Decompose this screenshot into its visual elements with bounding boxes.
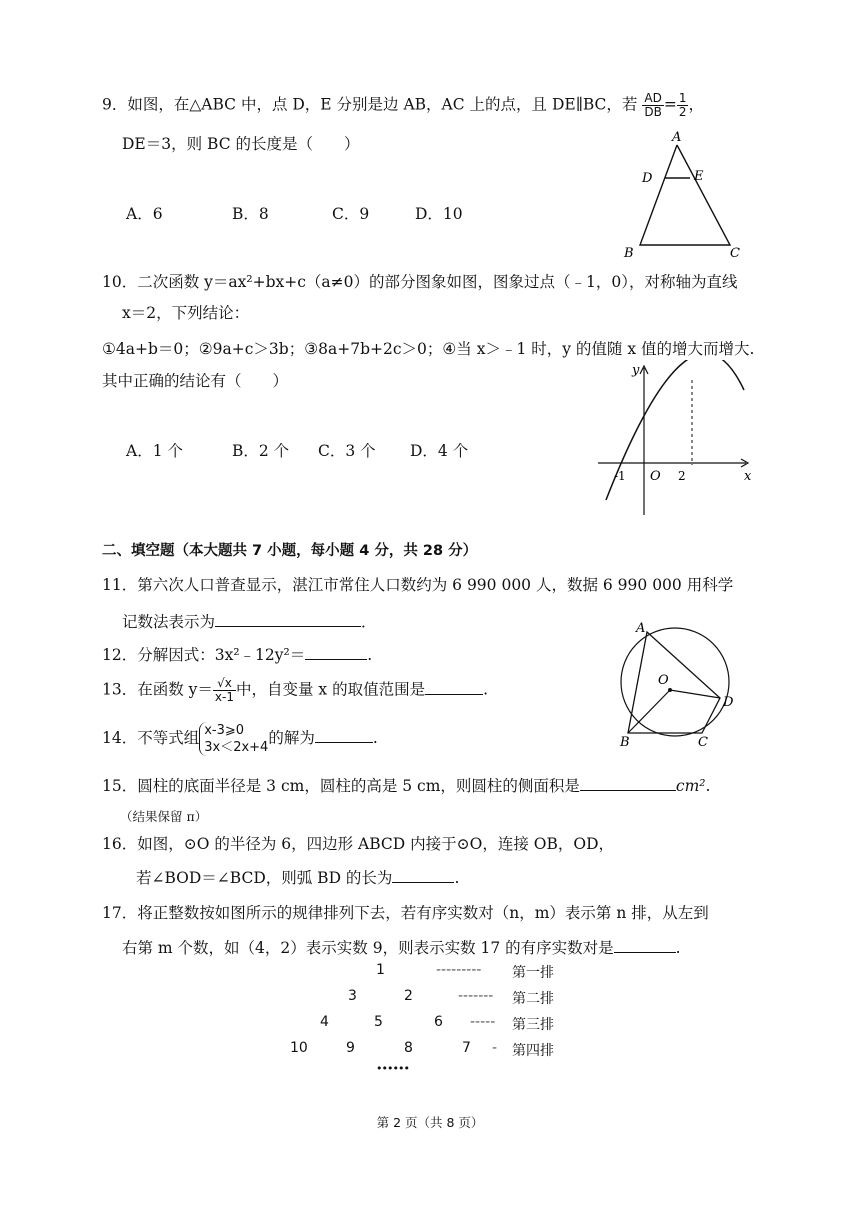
q12-answer-blank[interactable]	[305, 643, 367, 660]
q13-answer-blank[interactable]	[425, 678, 483, 695]
q10-option-d: D．4 个	[410, 442, 469, 460]
q17-row-4-num-1: 10	[290, 1040, 308, 1056]
q15-note: （结果保留 π）	[120, 809, 208, 824]
q10-line2: x＝2，下列结论：	[122, 304, 250, 322]
section-title-fill-in: 二、填空题（本大题共 7 小题，每小题 4 分，共 28 分）	[102, 543, 478, 559]
q10-line1: 10．二次函数 y＝ax²+bx+c（a≠0）的部分图象如图，图象过点（﹣1，0），对称轴为直线	[102, 273, 738, 291]
q17-row-1-label: 第一排	[512, 965, 554, 981]
q9-option-c: C．9	[332, 205, 370, 223]
q17-line2: 右第 m 个数，如（4，2）表示实数 9，则表示实数 17 的有序实数对是 .	[122, 936, 681, 959]
q11-line1: 11．第六次人口普查显示，湛江市常住人口数约为 6 990 000 人，数据 6 990 000 用科学	[102, 576, 734, 594]
q9-label-a: A	[672, 130, 682, 145]
q9-option-a: A．6	[126, 205, 163, 223]
q16-label-b: B	[620, 735, 630, 750]
q16-line1: 16．如图，⊙O 的半径为 6，四边形 ABCD 内接于⊙O，连接 OB，OD，	[102, 835, 615, 853]
q17-row-2-num-2: 2	[404, 988, 413, 1004]
q17-row-1-dashes: ---------	[436, 962, 482, 978]
q13-line: 13．在函数 y＝ $\frac{√x}{x-1}$ 中，自变量 x 的取值范围是 .	[102, 676, 489, 704]
q17-row-3-label: 第三排	[512, 1017, 554, 1033]
q17-row-3-num-3: 6	[434, 1014, 443, 1030]
q17-row-4-num-4: 7	[462, 1040, 471, 1056]
page-footer: 第 2 页（共 8 页）	[376, 1115, 484, 1130]
q10-label-y: y	[632, 363, 640, 378]
q16-label-d: D	[723, 695, 734, 710]
q10-label-neg1: -1	[614, 469, 626, 483]
q17-row-1-num-1: 1	[376, 962, 385, 978]
q16-label-c: C	[698, 735, 708, 750]
q14-answer-blank[interactable]	[315, 726, 373, 743]
q13-fraction: $\frac{√x}{x-1}$	[214, 676, 234, 704]
q9-line1: 9．如图，在△ABC 中，点 D，E 分别是边 AB，AC 上的点，且 DE∥BC，若 $\frac{AD}{DB}$ = $\frac{1}{2}$ ，	[102, 91, 704, 119]
q9-label-c: C	[730, 246, 740, 261]
q9-option-b: B．8	[232, 205, 269, 223]
q17-row-2-num-1: 3	[348, 988, 357, 1004]
q17-row-2-dashes: -------	[458, 988, 494, 1004]
q10-label-two: 2	[678, 469, 686, 483]
q10-option-a: A．1 个	[126, 442, 183, 460]
q17-answer-blank[interactable]	[614, 936, 676, 953]
q11-answer-blank[interactable]	[215, 610, 361, 627]
q10-option-b: B．2 个	[232, 442, 290, 460]
q17-row-4-dashes: -	[492, 1040, 498, 1056]
q9-fraction-half: $\frac{1}{2}$	[678, 91, 687, 119]
q16-line2: 若∠BOD＝∠BCD，则弧 BD 的长为 .	[136, 866, 459, 889]
q17-row-3-dashes: -----	[470, 1014, 496, 1030]
q17-row-4-num-2: 9	[346, 1040, 355, 1056]
q10-label-origin: O	[650, 469, 661, 484]
q16-label-a: A	[636, 621, 646, 636]
q16-answer-blank[interactable]	[392, 866, 454, 883]
q10-line3: ①4a+b＝0；②9a+c＞3b；③8a+7b+2c＞0；④当 x＞﹣1 时，y 的值随 x 值的增大而增大.	[102, 340, 755, 358]
q14-line: 14．不等式组 x-3⩾0 3x＜2x+4 的解为 .	[102, 723, 378, 755]
q17-row-4-num-3: 8	[404, 1040, 413, 1056]
q17-row-4-label: 第四排	[512, 1043, 554, 1059]
q9-label-b: B	[624, 246, 634, 261]
q10-label-x: x	[744, 469, 752, 484]
q12-line: 12．分解因式：3x²﹣12y²＝ .	[102, 643, 372, 666]
q10-line4: 其中正确的结论有（ ）	[102, 372, 289, 390]
q10-option-c: C．3 个	[318, 442, 376, 460]
q16-circle-figure	[610, 620, 745, 750]
q17-row-3-num-1: 4	[320, 1014, 329, 1030]
q9-fraction-ratio: $\frac{AD}{DB}$	[644, 91, 662, 119]
q9-triangle-figure	[620, 125, 755, 265]
q17-row-2-label: 第二排	[512, 991, 554, 1007]
q9-text: 9．如图，在△ABC 中，点 D，E 分别是边 AB，AC 上的点，且 DE∥BC，若	[102, 95, 638, 114]
q15-answer-blank[interactable]	[580, 774, 676, 791]
q16-label-o: O	[658, 673, 669, 688]
q9-option-d: D．10	[415, 205, 463, 223]
q17-row-3-num-2: 5	[374, 1014, 383, 1030]
q9-label-d: D	[642, 171, 653, 186]
q17-continuation-dots: ••••••	[376, 1062, 409, 1075]
q9-line2: DE＝3，则 BC 的长度是（ ）	[122, 135, 360, 153]
q17-line1: 17．将正整数按如图所示的规律排列下去，若有序实数对（n，m）表示第 n 排，从左到	[102, 904, 709, 922]
q14-inequality-system: x-3⩾0 3x＜2x+4	[199, 722, 268, 756]
q15-line: 15．圆柱的底面半径是 3 cm，圆柱的高是 5 cm，则圆柱的侧面积是 cm².	[102, 774, 710, 797]
q9-label-e: E	[694, 169, 704, 184]
q11-line2: 记数法表示为 ．	[122, 610, 377, 633]
q10-parabola-figure	[596, 360, 756, 520]
